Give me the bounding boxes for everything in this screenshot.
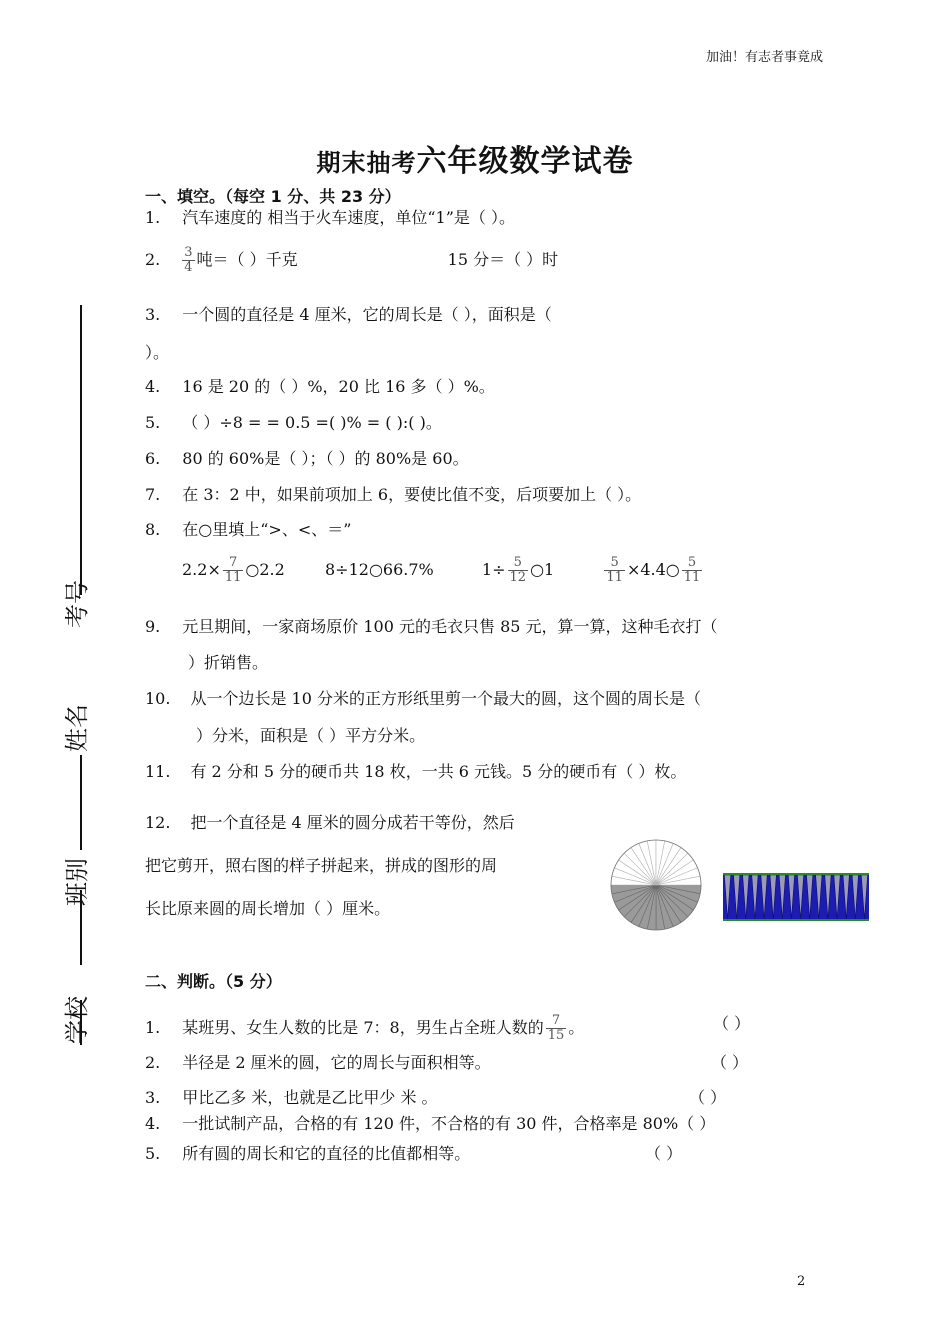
- school-label: 学校: [63, 996, 91, 1044]
- question-6: 6. 80 的 60%是（ ）；（ ）的 80%是 60。: [145, 449, 469, 468]
- title-part1: 期末抽考: [316, 148, 417, 177]
- question-12-line2: 把它剪开，照右图的样子拼起来，拼成的图形的周: [145, 856, 498, 875]
- question-8: 8. 在○里填上“>、<、＝”: [145, 520, 352, 539]
- question-5: 5. （ ）÷8 = = 0.5 =( )% = ( ):( )。: [145, 413, 442, 432]
- divided-circle-diagram: [609, 838, 703, 932]
- judge-5-paren[interactable]: （ ）: [645, 1144, 683, 1163]
- judge-2: 2. 半径是 2 厘米的圆，它的周长与面积相等。: [145, 1053, 491, 1072]
- compare-2: 8÷12○66.7%: [325, 560, 434, 579]
- question-3-line2: ）。: [145, 343, 170, 362]
- question-8-comparisons: [182, 556, 704, 585]
- question-3: 3. 一个圆的直径是 4 厘米，它的周长是（ ），面积是（: [145, 305, 552, 324]
- question-12-line3: 长比原来圆的周长增加（ ）厘米。: [145, 899, 391, 918]
- name-label: 姓名: [63, 704, 91, 752]
- judge-1: 1. 某班男、女生人数的比是 7：8，男生占全班人数的 $\frac{7}{15}$ 。: [145, 1013, 585, 1043]
- compare-4: $\frac{5}{11}$ ×4.4○ $\frac{5}{11}$: [606, 555, 701, 585]
- question-12: 12. 把一个直径是 4 厘米的圆分成若干等份，然后: [145, 813, 515, 832]
- judge-2-paren[interactable]: （ ）: [711, 1053, 749, 1072]
- number-label: 考号: [63, 580, 91, 628]
- question-1: 1. 汽车速度的 相当于火车速度，单位“1”是（ ）。: [145, 208, 515, 227]
- question-4: 4. 16 是 20 的（ ）%，20 比 16 多（ ）%。: [145, 377, 495, 396]
- section2-heading: 二、判断。（5 分）: [145, 972, 282, 991]
- question-9: 9. 元旦期间，一家商场原价 100 元的毛衣只售 85 元，算一算，这种毛衣打（: [145, 617, 718, 636]
- question-9-line2: ）折销售。: [188, 653, 269, 672]
- header-motto: 加油！有志者事竟成: [706, 50, 824, 65]
- judge-4: 4. 一批试制产品，合格的有 120 件，不合格的有 30 件，合格率是 80%（ ）: [145, 1114, 716, 1133]
- judge-3: 3. 甲比乙多 米，也就是乙比甲少 米 。: [145, 1088, 438, 1107]
- judge-1-paren[interactable]: （ ）: [713, 1014, 751, 1033]
- judge-5: 5. 所有圆的周长和它的直径的比值都相等。: [145, 1144, 471, 1163]
- question-11: 11. 有 2 分和 5 分的硬币共 18 枚，一共 6 元钱。5 分的硬币有（ ）枚。: [145, 762, 687, 781]
- section1-heading: 一、填空。（每空 1 分、共 23 分）: [145, 187, 401, 206]
- class-label: 班别: [63, 858, 91, 906]
- compare-3: 1÷ $\frac{5}{12}$ ○1: [481, 555, 555, 585]
- question-10-line2: ）分米，面积是（ ）平方分米。: [196, 726, 426, 745]
- title-part2: 六年级数学试卷: [416, 144, 634, 179]
- number-line: [80, 305, 82, 595]
- question-10: 10. 从一个边长是 10 分米的正方形纸里剪一个最大的圆，这个圆的周长是（: [145, 689, 701, 708]
- fraction-7-15: $\frac{7}{15}$: [547, 1013, 565, 1043]
- name-line: [80, 755, 82, 850]
- question-2: 2. $\frac{3}{4}$ 吨＝（ ）千克 15 分＝（ ）时: [145, 245, 559, 275]
- compare-1: 2.2× $\frac{7}{11}$ ○2.2: [182, 555, 285, 585]
- page-number: 2: [797, 1274, 806, 1289]
- rearranged-rectangle-diagram: [721, 870, 871, 924]
- judge-3-paren[interactable]: （ ）: [689, 1088, 727, 1107]
- question-7: 7. 在 3：2 中，如果前项加上 6，要使比值不变，后项要加上（ ）。: [145, 485, 642, 504]
- fraction-3-4: $\frac{3}{4}$: [184, 245, 193, 275]
- page-title: [0, 136, 950, 180]
